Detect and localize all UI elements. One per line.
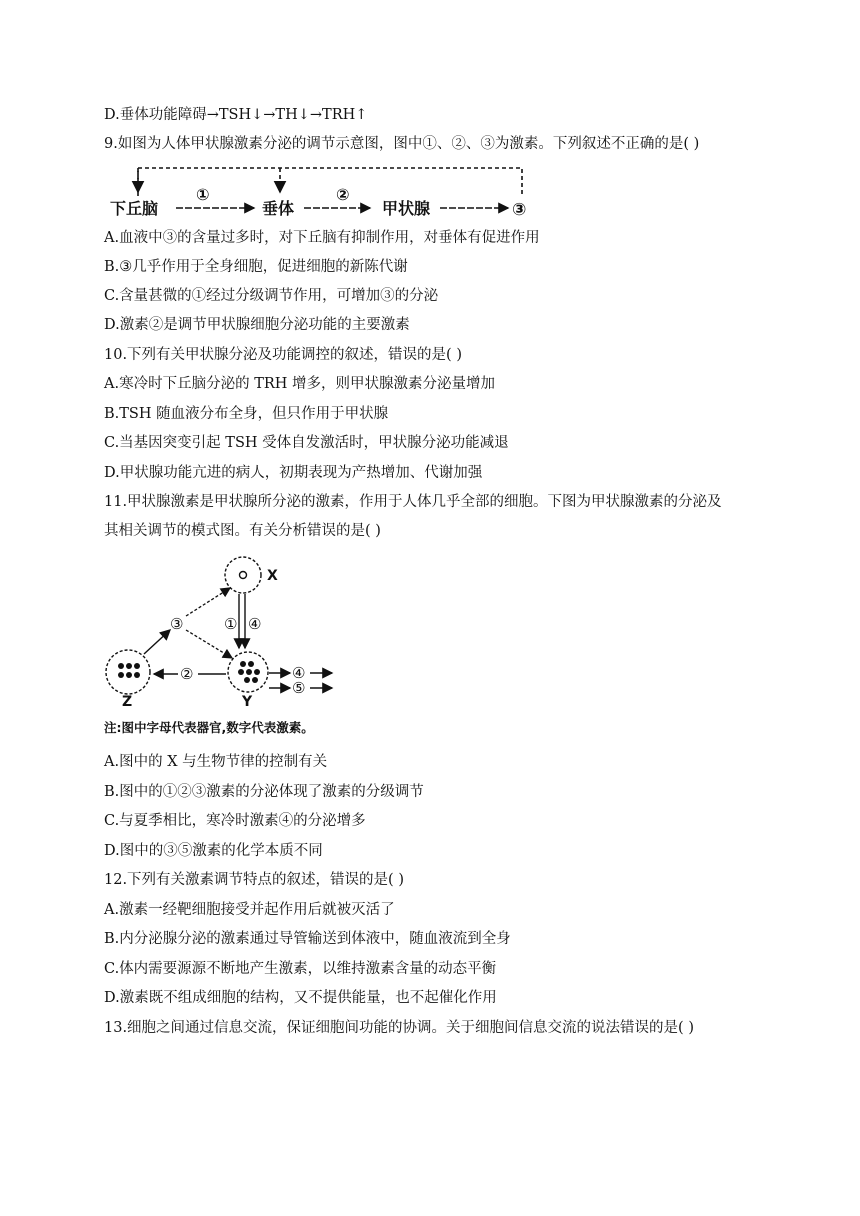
option-9d: D.激素②是调节甲状腺细胞分泌功能的主要激素 [104, 317, 410, 333]
option-11b: B.图中的①②③激素的分泌体现了激素的分级调节 [104, 784, 424, 800]
hormone-5-output: ⑤ [292, 679, 306, 697]
organ-z-label: Z [122, 694, 133, 708]
option-10d: D.甲状腺功能亢进的病人，初期表现为产热增加、代谢加强 [104, 465, 483, 481]
organ-y-label: Y [242, 694, 253, 708]
question-9: 9.如图为人体甲状腺激素分泌的调节示意图，图中①、②、③为激素。下列叙述不正确的是( ) [104, 136, 700, 152]
option-12a: A.激素一经靶细胞接受并起作用后就被灭活了 [104, 902, 395, 918]
hormone-4-label-vertical: ④ [248, 615, 262, 633]
organ-x-label: X [267, 568, 278, 584]
hormone-1-label: ① [196, 185, 210, 204]
option-11a: A.图中的 X 与生物节律的控制有关 [104, 754, 328, 770]
option-12c: C.体内需要源源不断地产生激素，以维持激素含量的动态平衡 [104, 961, 497, 977]
hormone-2-label: ② [180, 665, 194, 683]
node-hypothalamus: 下丘脑 [110, 199, 159, 218]
figure-note: 注:图中字母代表器官,数字代表激素。 [104, 720, 314, 735]
option-11c: C.与夏季相比，寒冷时激素④的分泌增多 [104, 813, 366, 829]
figure-thyroid-organ-model [104, 548, 354, 708]
question-10: 10.下列有关甲状腺分泌及功能调控的叙述，错误的是( ) [104, 347, 462, 363]
option-12b: B.内分泌腺分泌的激素通过导管输送到体液中，随血液流到全身 [104, 931, 511, 947]
option-10b: B.TSH 随血液分布全身，但只作用于甲状腺 [104, 406, 389, 422]
node-thyroid: 甲状腺 [382, 199, 431, 218]
option-9b: B.③几乎作用于全身细胞，促进细胞的新陈代谢 [104, 259, 408, 275]
option-9c: C.含量甚微的①经过分级调节作用，可增加③的分泌 [104, 288, 439, 304]
hormone-4-output: ④ [292, 664, 306, 682]
option-10a: A.寒冷时下丘脑分泌的 TRH 增多，则甲状腺激素分泌量增加 [104, 376, 496, 392]
figure-thyroid-regulation-flow [104, 160, 544, 222]
hormone-1-label: ① [224, 615, 238, 633]
question-13: 13.细胞之间通过信息交流，保证细胞间功能的协调。关于细胞间信息交流的说法错误的是( ) [104, 1020, 694, 1036]
question-12: 12.下列有关激素调节特点的叙述，错误的是( ) [104, 872, 404, 888]
hormone-3-node: ③ [170, 615, 184, 633]
question-11-cont: 其相关调节的模式图。有关分析错误的是( ) [104, 523, 381, 539]
hormone-2-label: ② [336, 185, 350, 204]
option-12d: D.激素既不组成细胞的结构，又不提供能量，也不起催化作用 [104, 990, 497, 1006]
option-10c: C.当基因突变引起 TSH 受体自发激活时，甲状腺分泌功能减退 [104, 435, 509, 451]
node-pituitary: 垂体 [262, 199, 295, 218]
hormone-3-node: ③ [512, 200, 527, 220]
option-11d: D.图中的③⑤激素的化学本质不同 [104, 843, 323, 859]
option-9d-prev: D.垂体功能障碍→TSH↓→TH↓→TRH↑ [104, 107, 368, 123]
option-9a: A.血液中③的含量过多时，对下丘脑有抑制作用，对垂体有促进作用 [104, 230, 540, 246]
question-11: 11.甲状腺激素是甲状腺所分泌的激素，作用于人体几乎全部的细胞。下图为甲状腺激素的分泌及 [104, 494, 722, 510]
